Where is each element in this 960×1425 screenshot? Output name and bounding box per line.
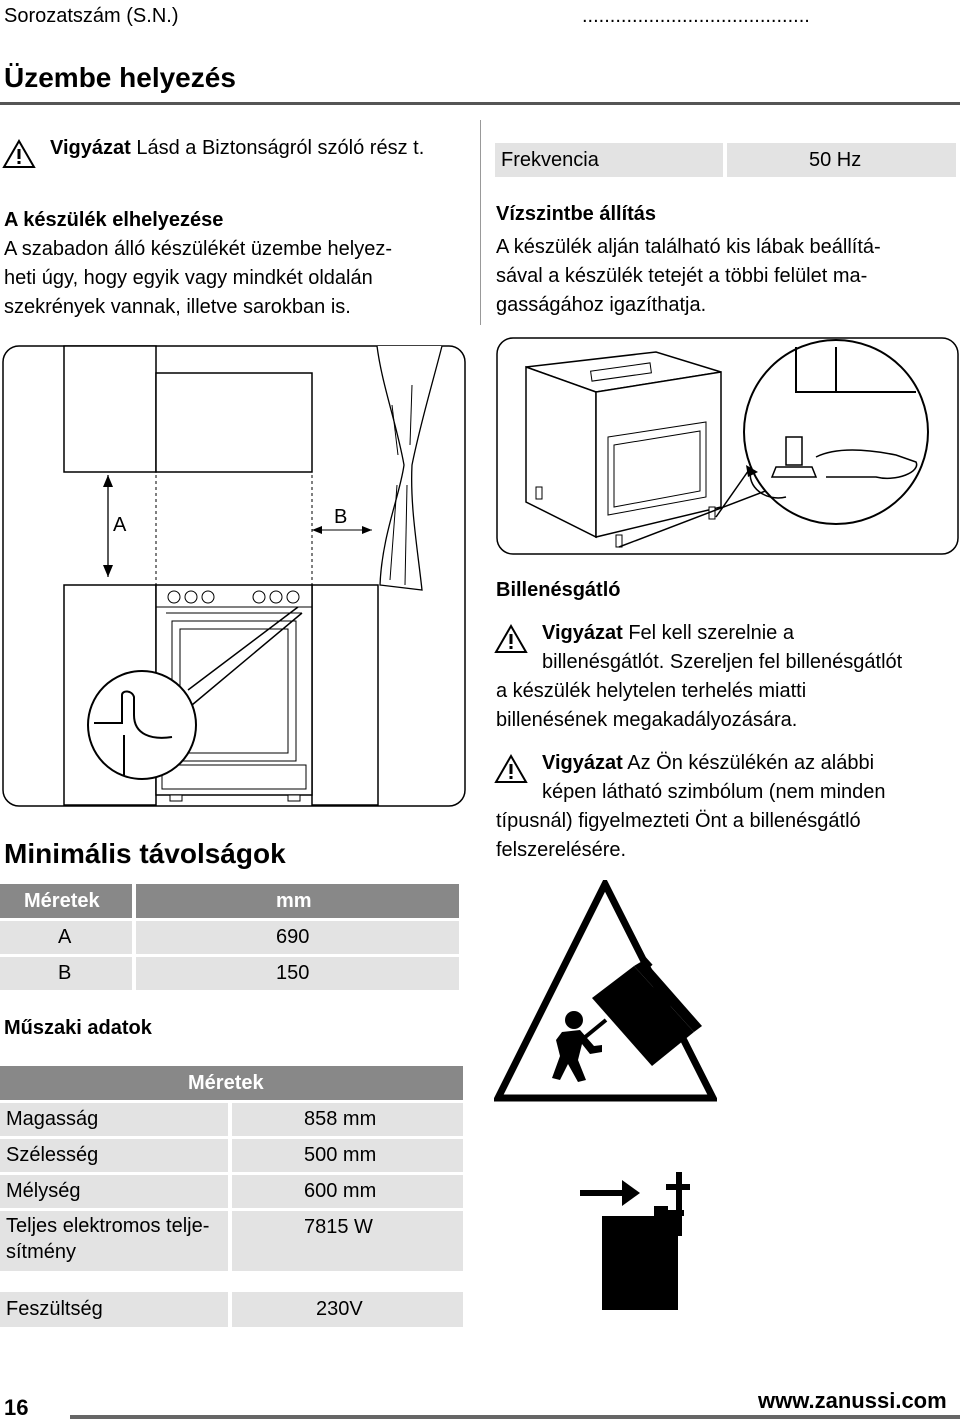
warning-symbol-line2: képen látható szimbólum (nem minden — [542, 781, 886, 803]
table-row — [0, 1103, 463, 1136]
warning-label: Vigyázat — [542, 752, 623, 774]
table-cell: 600 mm — [232, 1175, 463, 1208]
table-header: mm — [136, 884, 459, 918]
warning-antitilt-line4: billenésének megakadályozására. — [496, 709, 798, 731]
warning-text: Fel kell szerelnie a — [622, 622, 794, 644]
warning-label: Vigyázat — [542, 622, 623, 644]
table-cell — [0, 1211, 228, 1271]
leveling-diagram — [496, 337, 959, 557]
table-cell: Magasság — [0, 1103, 228, 1136]
table-header: Méretek — [0, 1066, 463, 1100]
footer-divider — [70, 1415, 960, 1419]
tipping-warning-symbol — [494, 880, 717, 1102]
leveling-body — [496, 233, 881, 320]
table-cell: 150 — [136, 957, 459, 990]
warning-antitilt-line2: billenésgátlót. Szereljen fel billenésgátlót — [542, 651, 903, 673]
section-title: Üzembe helyezés — [4, 62, 236, 93]
placement-body — [4, 235, 392, 322]
table-row — [0, 957, 463, 990]
table-cell: 7815 W — [232, 1211, 463, 1271]
table-row — [0, 1175, 463, 1208]
warning-symbol-line4: felszerelésére. — [496, 839, 627, 861]
table-cell: A — [0, 921, 132, 954]
section-divider — [0, 102, 960, 105]
warning-antitilt-line1 — [542, 619, 794, 648]
table-cell: 230V — [232, 1292, 463, 1327]
warning-triangle-icon — [2, 139, 36, 169]
serial-number-label: Sorozatszám (S.N.) — [4, 5, 179, 27]
table-cell: 690 — [136, 921, 459, 954]
warning-label: Vigyázat — [50, 137, 131, 159]
placement-line: heti úgy, hogy egyik vagy mindkét oldalán — [4, 267, 373, 289]
warning-triangle-icon — [494, 754, 528, 784]
leveling-line: A készülék alján található kis lábak beállítá- — [496, 236, 881, 258]
placement-line: A szabadon álló készülékét üzembe helyez- — [4, 238, 393, 260]
serial-number-value: ......................................... — [582, 5, 810, 27]
table-row — [0, 1139, 463, 1172]
leveling-title: Vízszintbe állítás — [496, 203, 657, 225]
antitilt-title: Billenésgátló — [496, 579, 621, 601]
page-number: 16 — [4, 1395, 29, 1420]
table-cell: 858 mm — [232, 1103, 463, 1136]
warning-text: Az Ön készülékén az alábbi — [622, 752, 875, 774]
tech-data-title: Műszaki adatok — [4, 1017, 152, 1039]
website-link[interactable]: www.zanussi.com — [758, 1388, 947, 1413]
warning-safety — [50, 134, 430, 163]
warning-symbol-line1 — [542, 749, 874, 778]
warning-antitilt-line3: a készülék helytelen terhelés miatti — [496, 680, 807, 702]
min-distances-table — [0, 884, 463, 990]
table-cell: Mélység — [0, 1175, 228, 1208]
tech-data-table — [0, 1066, 463, 1271]
table-cell: Szélesség — [0, 1139, 228, 1172]
table-cell: Feszültség — [0, 1292, 228, 1327]
warning-symbol-line3: típusnál) figyelmezteti Önt a billenésgátló — [496, 810, 861, 832]
dimension-a-label: A — [113, 514, 127, 536]
table-cell: 500 mm — [232, 1139, 463, 1172]
antitilt-install-symbol — [578, 1162, 698, 1312]
voltage-row — [0, 1292, 463, 1327]
warning-triangle-icon — [494, 624, 528, 654]
installation-diagram — [2, 345, 466, 807]
cell-line: Teljes elektromos telje- — [6, 1215, 210, 1237]
frequency-value: 50 Hz — [727, 143, 956, 177]
table-header: Méretek — [0, 884, 132, 918]
leveling-line: sával a készülék tetejét a többi felület ma- — [496, 265, 868, 287]
placement-line: szekrények vannak, illetve sarokban is. — [4, 296, 351, 318]
min-distances-title: Minimális távolságok — [4, 838, 286, 869]
table-header-row — [0, 884, 463, 918]
warning-text: Lásd a Biztonságról szóló rész t. — [130, 137, 425, 159]
table-cell: B — [0, 957, 132, 990]
table-row — [0, 1211, 463, 1271]
leveling-line: gasságához igazíthatja. — [496, 294, 707, 316]
column-divider — [480, 120, 481, 325]
frequency-label: Frekvencia — [495, 143, 723, 177]
cell-line: sítmény — [6, 1241, 77, 1263]
table-row — [0, 921, 463, 954]
placement-title: A készülék elhelyezése — [4, 209, 224, 231]
dimension-b-label: B — [334, 506, 348, 528]
